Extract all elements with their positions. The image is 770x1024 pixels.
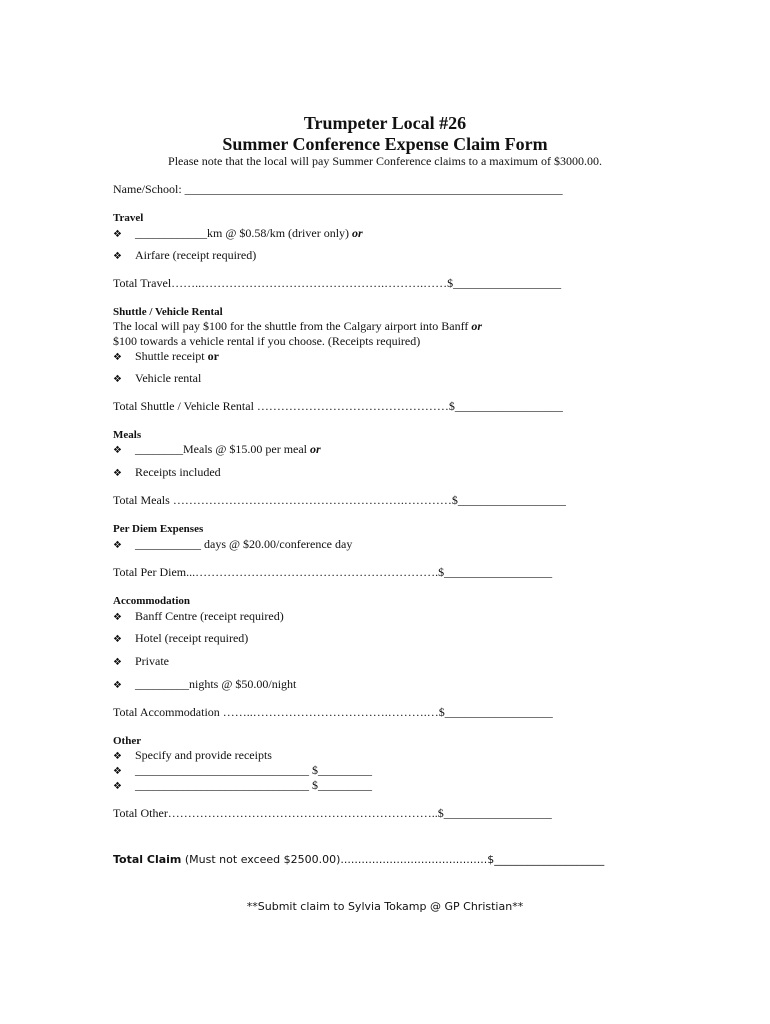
per-diem-heading: Per Diem Expenses [113,523,204,535]
vehicle-rental-item[interactable] [113,371,201,387]
or-text: or [310,442,321,456]
meals-receipts-item[interactable] [113,465,221,481]
bullet-icon: ❖ [113,680,122,691]
bullet-icon: ❖ [113,612,122,623]
other-line-1-text: _____________________________ $_________ [135,763,372,777]
shuttle-desc-line1 [113,319,482,334]
hotel-item[interactable] [113,631,248,647]
banff-centre-item[interactable] [113,609,284,625]
nights-text: _________nights @ $50.00/night [135,677,297,691]
travel-airfare-item[interactable] [113,248,256,264]
other-line-2-text: _____________________________ $_________ [135,778,372,792]
shuttle-receipt-item[interactable] [113,349,219,365]
private-text: Private [135,654,169,668]
other-total-field[interactable]: Total Other…………………………………………………………..$__________________ [113,806,552,820]
or-text: or [471,319,483,333]
meals-heading: Meals [113,429,142,441]
per-diem-days-text: ___________ days @ $20.00/conference day [135,537,353,551]
bullet-icon: ❖ [113,540,122,551]
total-claim-label: Total Claim [113,853,182,866]
travel-km-text: ____________km @ $0.58/km (driver only) [135,226,353,240]
bullet-icon: ❖ [113,751,122,762]
per-diem-total-field[interactable]: Total Per Diem...…………………………………………………….$__________________ [113,565,553,579]
submit-instruction: **Submit claim to Sylvia Tokamp @ GP Christian** [246,900,524,913]
bullet-icon: ❖ [113,468,122,479]
bullet-icon: ❖ [113,374,122,385]
bullet-icon: ❖ [113,352,122,363]
other-heading: Other [113,735,142,747]
nights-item[interactable] [113,677,296,693]
bullet-icon: ❖ [113,251,122,262]
travel-total-field[interactable]: Total Travel……..……………………………………….……….……$__________________ [113,276,562,290]
total-claim-field[interactable] [113,852,604,867]
meals-receipts-text: Receipts included [135,465,221,479]
name-school-field[interactable]: Name/School: _______________________________________________________________ [113,182,563,196]
other-specify-text: Specify and provide receipts [135,748,272,762]
private-item[interactable] [113,654,169,670]
vehicle-rental-text: Vehicle rental [135,371,202,385]
bullet-icon: ❖ [113,445,122,456]
hotel-text: Hotel (receipt required) [135,631,249,645]
bullet-icon: ❖ [113,634,122,645]
other-line-1[interactable] [113,763,372,779]
shuttle-receipt-text: Shuttle receipt [135,349,208,363]
total-claim-rest: (Must not exceed $2500.00)..........................................$____________________ [181,853,605,866]
per-diem-days-item[interactable] [113,537,352,553]
meals-count-text: ________Meals @ $15.00 per meal [135,442,311,456]
meals-count-item[interactable] [113,442,321,458]
shuttle-heading: Shuttle / Vehicle Rental [113,306,223,318]
form-title-line1: Trumpeter Local #26 [303,113,467,133]
form-title-line2: Summer Conference Expense Claim Form [222,134,548,154]
meals-total-field[interactable]: Total Meals ………………………………………………….…………$__________________ [113,493,566,507]
travel-airfare-text: Airfare (receipt required) [135,248,257,262]
bullet-icon: ❖ [113,657,122,668]
travel-km-item[interactable] [113,226,363,242]
bullet-icon: ❖ [113,229,122,240]
accommodation-heading: Accommodation [113,595,190,607]
or-text: or [207,349,219,363]
form-note: Please note that the local will pay Summer Conference claims to a maximum of $3000.00. [168,154,602,168]
other-specify-item [113,748,272,764]
banff-centre-text: Banff Centre (receipt required) [135,609,284,623]
shuttle-total-field[interactable]: Total Shuttle / Vehicle Rental …………………………………………$__________________ [113,399,563,413]
shuttle-desc-line2: $100 towards a vehicle rental if you choose. (Receipts required) [113,334,421,348]
other-line-2[interactable] [113,778,372,794]
bullet-icon: ❖ [113,781,122,792]
travel-heading: Travel [113,212,144,224]
or-text: or [352,226,363,240]
bullet-icon: ❖ [113,766,122,777]
shuttle-desc1-text: The local will pay $100 for the shuttle from the Calgary airport into Banff [113,319,472,333]
accommodation-total-field[interactable]: Total Accommodation ……..…………………………….……….…$__________________ [113,705,553,719]
